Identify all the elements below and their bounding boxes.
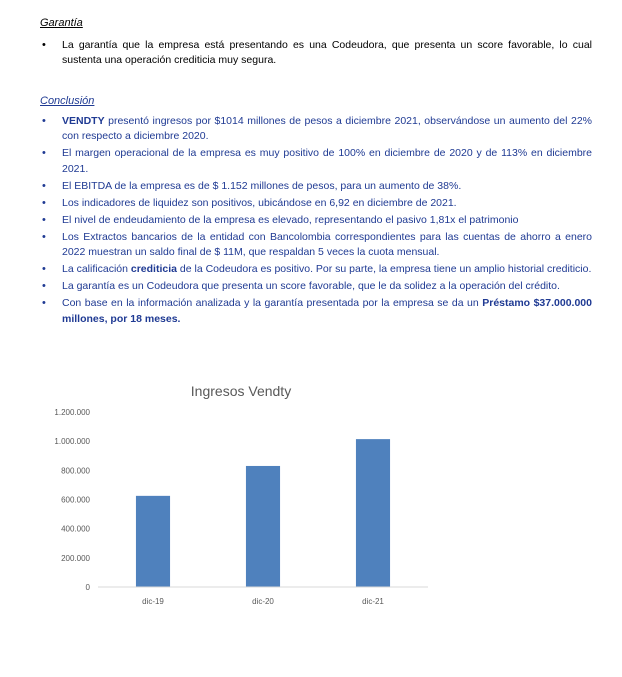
x-axis-labels — [142, 597, 384, 606]
bar-dic-20 — [246, 466, 280, 587]
conclusion-item: • El margen operacional de la empresa es muy positivo de 100% en diciembre de 2020 y de 113% en diciembre 2021. — [40, 146, 592, 177]
bars — [136, 439, 390, 587]
chart-title: Ingresos Vendty — [190, 383, 292, 399]
garantia-item: • La garantía que la empresa está presentando es una Codeudora, que presenta un score favorable, lo cual sustenta una operación crediticia muy segura. — [40, 38, 592, 69]
item-text: de la Codeudora es positivo. Por su parte, la empresa tiene un amplio historial crediticio. — [176, 263, 592, 276]
conclusion-item: • Los Extractos bancarios de la entidad con Bancolombia correspondientes para las cuentas de ahorro a enero 2022 muestran un saldo final de $ 11M, que respaldan 5 veces la cuota mensual. — [40, 230, 592, 261]
conclusion-item: • El EBITDA de la empresa es de $ 1.152 millones de pesos, para un aumento de 38%. — [40, 179, 592, 194]
x-tick-label: dic-21 — [362, 597, 384, 606]
garantia-list — [40, 38, 592, 69]
conclusion-item — [40, 114, 592, 145]
item-text: Con base en la información analizada y la garantía presentada por la empresa se da un — [62, 297, 483, 310]
garantia-heading: Garantía — [40, 17, 83, 29]
y-axis-labels — [54, 408, 90, 592]
bar-dic-19 — [136, 496, 170, 587]
y-tick-label: 600.000 — [61, 495, 90, 505]
conclusion-item: • Los indicadores de liquidez son positivos, ubicándose en 6,92 en diciembre de 2021. — [40, 196, 592, 211]
conclusion-item: • El nivel de endeudamiento de la empresa es elevado, representando el pasivo 1,81x el patrimonio — [40, 213, 592, 228]
chart-canvas — [38, 372, 588, 617]
y-tick-label: 0 — [85, 583, 90, 592]
y-tick-label: 200.000 — [61, 553, 90, 563]
conclusion-list — [40, 114, 592, 329]
item-text: La calificación — [62, 263, 131, 276]
y-tick-label: 1.200.000 — [54, 408, 90, 417]
conclusion-item — [40, 296, 592, 327]
x-tick-label: dic-20 — [252, 597, 274, 606]
conclusion-heading: Conclusión — [40, 95, 95, 107]
x-tick-label: dic-19 — [142, 597, 164, 606]
y-tick-label: 1.000.000 — [54, 437, 90, 447]
bar-dic-21 — [356, 439, 390, 587]
y-tick-label: 400.000 — [61, 524, 90, 534]
item-text: presentó ingresos por $1014 millones de pesos a diciembre 2021, observándose un aumento del 22% con respecto a diciembre 2020. — [62, 115, 592, 143]
item-bold-text: crediticia — [130, 263, 177, 276]
revenue-chart — [38, 372, 588, 617]
loan-terms: Préstamo $37.000.000 millones, por 18 meses. — [62, 297, 592, 325]
y-tick-label: 800.000 — [61, 466, 90, 476]
company-name: VENDTY — [62, 115, 105, 127]
conclusion-item: • La garantía es un Codeudora que presenta un score favorable, que le da solidez a la operación del crédito. — [40, 279, 592, 294]
conclusion-item — [40, 262, 592, 277]
